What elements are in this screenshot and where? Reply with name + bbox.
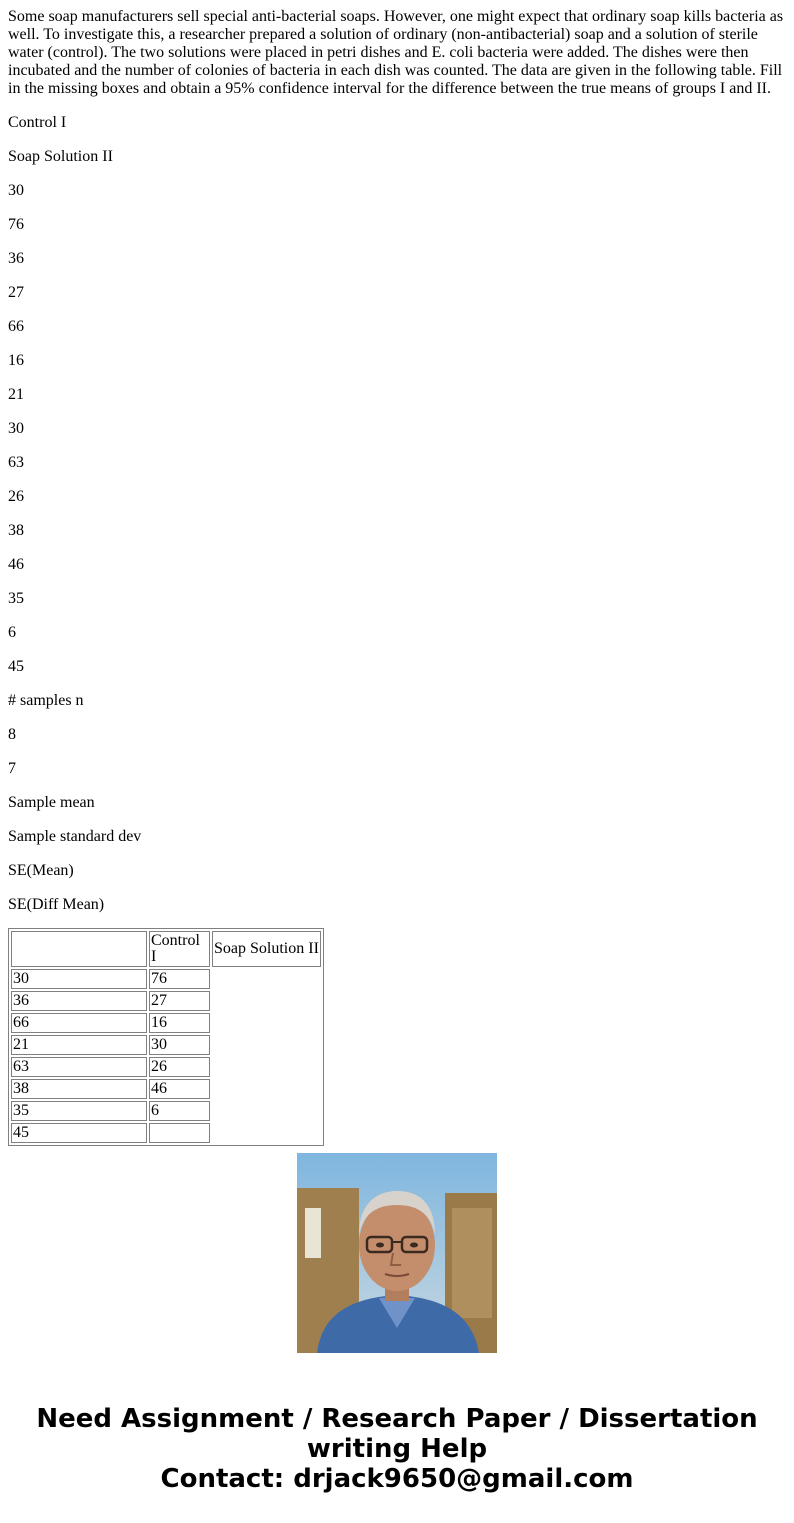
line-item: SE(Mean)	[8, 862, 74, 879]
table-row	[11, 1079, 321, 1099]
table-cell: 21	[11, 1035, 147, 1055]
header-cell: Control I	[149, 931, 210, 967]
table-row	[11, 969, 321, 989]
table-cell: 30	[149, 1035, 210, 1055]
table-cell: 6	[149, 1101, 210, 1121]
table-cell: 46	[149, 1079, 210, 1099]
line-item: 27	[8, 284, 24, 301]
line-item: 66	[8, 318, 24, 335]
line-item: 45	[8, 658, 24, 675]
table-cell: 26	[149, 1057, 210, 1077]
problem-statement: Some soap manufacturers sell special anti-bacterial soaps. However, one might expect that ordinary soap kills bacteria as well. To investigate this, a researcher prepared a solution of ordinary (non-antibacterial) soap and a solution of sterile water (control). The two solutions were placed in petri dishes and E. coli bacteria were added. The dishes were then incubated and the number of colonies of bacteria in each dish was counted. The data are given in the following table. Fill in the missing boxes and obtain a 95% confidence interval for the difference between the true means of groups I and II.	[8, 8, 784, 97]
footer-contact: Contact: drjack9650@gmail.com	[160, 1464, 634, 1494]
line-item: 7	[8, 760, 16, 777]
line-item: 46	[8, 556, 24, 573]
table-row	[11, 1013, 321, 1033]
line-item: 38	[8, 522, 24, 539]
line-item: # samples n	[8, 692, 84, 709]
line-item: 30	[8, 182, 24, 199]
footer-line: Need Assignment / Research Paper / Dissertation	[36, 1404, 758, 1434]
table-cell: 38	[11, 1079, 147, 1099]
line-item: 8	[8, 726, 16, 743]
table-cell: 63	[11, 1057, 147, 1077]
avatar	[297, 1153, 497, 1353]
line-item: Sample mean	[8, 794, 95, 811]
table-cell: 66	[11, 1013, 147, 1033]
line-item: 35	[8, 590, 24, 607]
line-item: SE(Diff Mean)	[8, 896, 105, 913]
line-item: 6	[8, 624, 16, 641]
line-list	[8, 114, 786, 914]
header-cell: Soap Solution II	[212, 931, 321, 967]
line-item: 26	[8, 488, 24, 505]
table-row	[11, 1035, 321, 1055]
person-portrait-icon	[297, 1153, 497, 1353]
table-cell: 30	[11, 969, 147, 989]
data-table	[8, 928, 324, 1146]
line-item: 36	[8, 250, 24, 267]
header-cell	[11, 931, 147, 967]
line-item: Control I	[8, 114, 67, 131]
line-item: 16	[8, 352, 24, 369]
table-cell: 45	[11, 1123, 147, 1143]
line-item: 76	[8, 216, 24, 233]
line-item: Sample standard dev	[8, 828, 142, 845]
table-row	[11, 1101, 321, 1121]
table-cell: 35	[11, 1101, 147, 1121]
table-row	[11, 1057, 321, 1077]
footer-ad	[0, 1404, 794, 1494]
line-item: Soap Solution II	[8, 148, 113, 165]
footer-line: writing Help	[306, 1434, 488, 1464]
table-row	[11, 1123, 321, 1143]
table-cell: 76	[149, 969, 210, 989]
table-cell: 16	[149, 1013, 210, 1033]
table-row	[11, 991, 321, 1011]
table-cell: 27	[149, 991, 210, 1011]
table-cell	[149, 1123, 210, 1143]
line-item: 63	[8, 454, 24, 471]
table-cell: 36	[11, 991, 147, 1011]
table-header-row	[11, 931, 321, 967]
table-clip	[8, 928, 786, 1141]
line-item: 30	[8, 420, 24, 437]
line-item: 21	[8, 386, 24, 403]
